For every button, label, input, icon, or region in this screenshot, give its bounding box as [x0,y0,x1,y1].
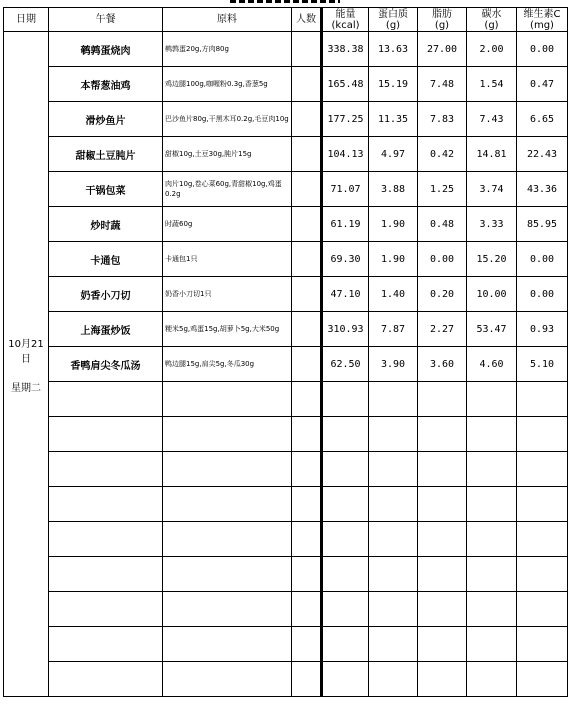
protein-value: 11.35 [369,102,418,137]
carbs-value: 53.47 [467,312,517,347]
header-carbs: 碳水 (g) [467,8,517,32]
vitc-value: 0.00 [517,32,568,67]
empty-row [4,592,568,627]
table-row [4,102,568,137]
protein-value: 15.19 [369,67,418,102]
fat-value: 0.20 [418,277,467,312]
dish-name: 奶香小刀切 [49,277,163,312]
dish-name: 甜椒土豆肫片 [49,137,163,172]
table-row [4,172,568,207]
dish-ingredients: 粳米5g,鸡蛋15g,胡萝卜5g,大米50g [163,312,292,347]
dish-name: 本帮葱油鸡 [49,67,163,102]
protein-value: 4.97 [369,137,418,172]
dish-ingredients: 鸭边腿15g,肩尖5g,冬瓜30g [163,347,292,382]
energy-value: 338.38 [322,32,369,67]
table-row [4,137,568,172]
dish-ingredients: 卡通包1只 [163,242,292,277]
energy-value: 177.25 [322,102,369,137]
vitc-value: 43.36 [517,172,568,207]
cut-off-title [230,0,340,3]
energy-value: 61.19 [322,207,369,242]
energy-value: 62.50 [322,347,369,382]
carbs-value: 3.33 [467,207,517,242]
people-cell [292,172,322,207]
fat-value: 0.42 [418,137,467,172]
dish-ingredients: 巴沙鱼片80g,干黑木耳0.2g,毛豆肉10g [163,102,292,137]
header-fat: 脂肪 (g) [418,8,467,32]
carbs-value: 1.54 [467,67,517,102]
carbs-value: 3.74 [467,172,517,207]
people-cell [292,137,322,172]
protein-value: 1.90 [369,242,418,277]
header-protein: 蛋白质 (g) [369,8,418,32]
vitc-value: 5.10 [517,347,568,382]
header-ingredients: 原料 [163,8,292,32]
dish-name: 炒时蔬 [49,207,163,242]
fat-value: 7.48 [418,67,467,102]
energy-value: 310.93 [322,312,369,347]
table-row [4,312,568,347]
vitc-value: 6.65 [517,102,568,137]
fat-value: 0.00 [418,242,467,277]
fat-value: 7.83 [418,102,467,137]
vitc-value: 0.00 [517,242,568,277]
dish-name: 干锅包菜 [49,172,163,207]
protein-value: 1.90 [369,207,418,242]
empty-row [4,382,568,417]
vitc-value: 0.00 [517,277,568,312]
empty-row [4,417,568,452]
fat-value: 3.60 [418,347,467,382]
dish-ingredients: 时蔬60g [163,207,292,242]
energy-value: 71.07 [322,172,369,207]
header-people: 人数 [292,8,322,32]
vitc-value: 22.43 [517,137,568,172]
date-weekday: 星期二 [11,382,41,394]
dish-ingredients: 肉片10g,卷心菜60g,青甜椒10g,鸡蛋0.2g [163,172,292,207]
protein-value: 1.40 [369,277,418,312]
carbs-value: 4.60 [467,347,517,382]
carbs-value: 15.20 [467,242,517,277]
carbs-value: 7.43 [467,102,517,137]
empty-row [4,662,568,697]
fat-value: 0.48 [418,207,467,242]
empty-row [4,487,568,522]
table-row [4,242,568,277]
fat-value: 1.25 [418,172,467,207]
carbs-value: 10.00 [467,277,517,312]
people-cell [292,347,322,382]
people-cell [292,67,322,102]
energy-value: 69.30 [322,242,369,277]
people-cell [292,312,322,347]
empty-row [4,627,568,662]
header-lunch: 午餐 [49,8,163,32]
dish-ingredients: 奶香小刀切1只 [163,277,292,312]
header-energy: 能量 (kcal) [322,8,369,32]
protein-value: 3.88 [369,172,418,207]
energy-value: 47.10 [322,277,369,312]
dish-name: 香鸭肩尖冬瓜汤 [49,347,163,382]
protein-value: 3.90 [369,347,418,382]
dish-ingredients: 鹌鹑蛋20g,方肉80g [163,32,292,67]
vitc-value: 0.93 [517,312,568,347]
people-cell [292,242,322,277]
energy-value: 104.13 [322,137,369,172]
table-row [4,32,568,67]
header-date: 日期 [4,8,49,32]
people-cell [292,32,322,67]
dish-name: 鹌鹑蛋烧肉 [49,32,163,67]
table-row [4,277,568,312]
header-vitc: 维生素C (mg) [517,8,568,32]
date-cell [4,32,49,697]
protein-value: 7.87 [369,312,418,347]
protein-value: 13.63 [369,32,418,67]
carbs-value: 14.81 [467,137,517,172]
people-cell [292,102,322,137]
vitc-value: 85.95 [517,207,568,242]
energy-value: 165.48 [322,67,369,102]
date-day: 10月21日 [8,338,44,365]
table-row [4,67,568,102]
vitc-value: 0.47 [517,67,568,102]
people-cell [292,207,322,242]
people-cell [292,277,322,312]
empty-row [4,522,568,557]
table-row [4,207,568,242]
fat-value: 27.00 [418,32,467,67]
dish-ingredients: 鸡边腿100g,咖喱粉0.3g,香葱5g [163,67,292,102]
carbs-value: 2.00 [467,32,517,67]
dish-ingredients: 甜椒10g,土豆30g,肫片15g [163,137,292,172]
fat-value: 2.27 [418,312,467,347]
dish-name: 卡通包 [49,242,163,277]
empty-row [4,452,568,487]
nutrition-table [3,7,568,697]
empty-row [4,557,568,592]
dish-name: 滑炒鱼片 [49,102,163,137]
header-row [4,8,568,32]
dish-name: 上海蛋炒饭 [49,312,163,347]
table-row [4,347,568,382]
